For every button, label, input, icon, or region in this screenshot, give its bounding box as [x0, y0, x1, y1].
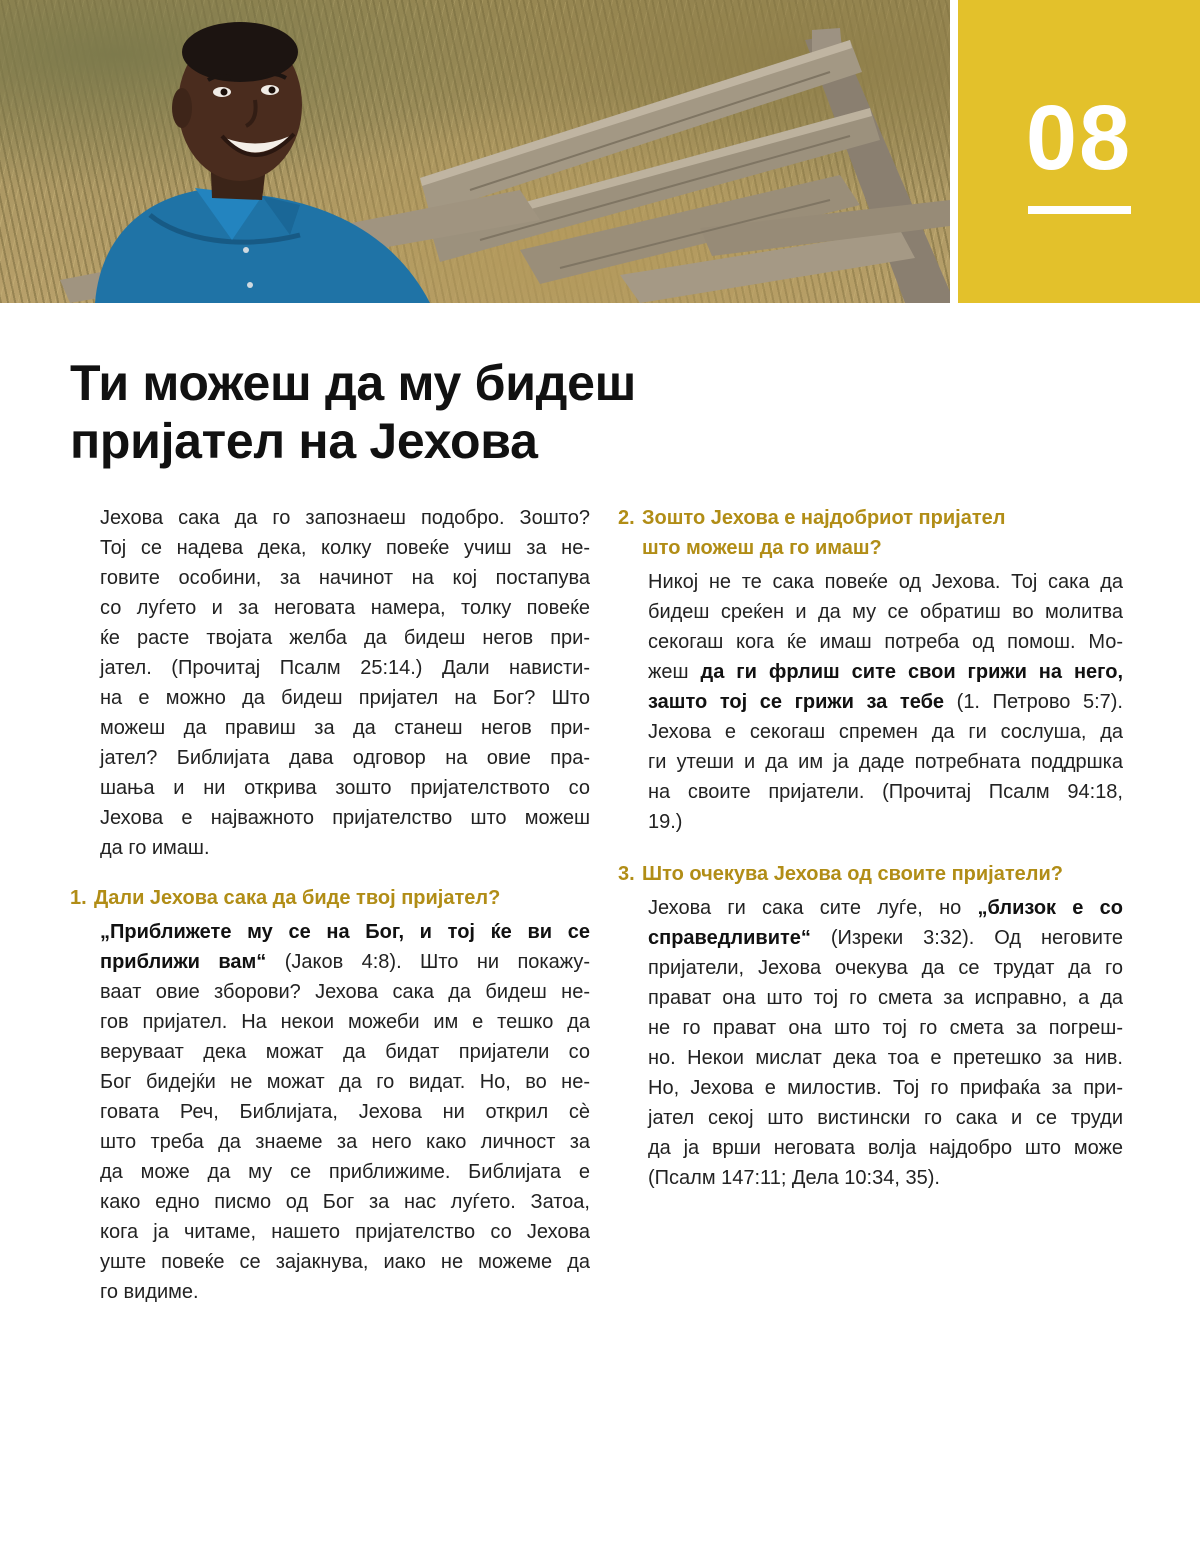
- intro-line: јател? Библијата дава одговор на овие пра-: [100, 747, 590, 769]
- intro-line: Јехова сака да го запознаеш подобро. Зошто?: [100, 507, 590, 529]
- answer-line: [648, 807, 1123, 837]
- body-text: да ја врши неговата волја најдобро што може: [648, 1137, 1123, 1159]
- body-text: ги утеши и да им ја даде потребната поддршка: [648, 751, 1123, 773]
- answer-line: [100, 917, 590, 947]
- question-number: 2.: [618, 507, 635, 529]
- body-text: (Изреки 3:32). Од неговите: [810, 927, 1123, 949]
- intro-line: со луѓето и за неговата намера, толку повеќе: [100, 597, 590, 619]
- intro-line: можеш да правиш за да станеш негов при-: [100, 717, 590, 739]
- body-text: прават она што тој го смета за исправно, а да: [648, 987, 1123, 1009]
- body-text: говата Реч, Библијата, Јехова ни открил сѐ: [100, 1101, 590, 1123]
- body-text: 19.): [648, 811, 683, 833]
- page-title-line-1: Ти можеш да му бидеш: [70, 355, 636, 411]
- emphasis-text: справедливите“: [648, 927, 811, 949]
- answer-line: [648, 1103, 1123, 1133]
- chapter-number-block: [958, 0, 1200, 303]
- answer-line: [100, 1127, 590, 1157]
- section-answer: [618, 893, 1123, 1193]
- body-text: (Јаков 4:8). Што ни покажу-: [266, 951, 590, 973]
- section-question: [618, 503, 1123, 563]
- question-text: Зошто Јехова е најдобриот пријател: [642, 507, 1006, 529]
- section-answer: [618, 567, 1123, 837]
- answer-line: [648, 687, 1123, 717]
- body-text: го видиме.: [100, 1281, 199, 1303]
- body-text: уште повеќе се зајакнува, иако не можеме да: [100, 1251, 590, 1273]
- body-text: Јехова ги сака сите луѓе, но: [648, 897, 978, 919]
- body-text: гов пријател. На некои можеби им е тешко да: [100, 1011, 590, 1033]
- answer-line: [100, 1007, 590, 1037]
- body-text: жеш: [648, 661, 701, 683]
- emphasis-text: „близок е со: [977, 897, 1123, 919]
- question-number: 3.: [618, 863, 635, 885]
- answer-line: [648, 1043, 1123, 1073]
- body-text: како едно писмо од Бог за нас луѓето. Затоа,: [100, 1191, 590, 1213]
- page-title-line-2: пријател на Јехова: [70, 413, 538, 469]
- answer-line: [100, 1217, 590, 1247]
- body-text: Јехова е секогаш спремен да ги сослуша, да: [648, 721, 1123, 743]
- page-title: [70, 354, 830, 470]
- header-photo: [0, 0, 950, 303]
- intro-line: јател. (Прочитај Псалм 25:14.) Дали нависти-: [100, 657, 590, 679]
- chapter-number: 08: [1025, 87, 1133, 189]
- body-text: ваат овие зборови? Јехова сака да бидеш не-: [100, 981, 590, 1003]
- answer-line: [100, 1037, 590, 1067]
- emphasis-text: приближи вам“: [100, 951, 267, 973]
- section-2: [618, 503, 1123, 837]
- section-question: [70, 883, 590, 913]
- answer-line: [648, 717, 1123, 747]
- question-text: Што очекува Јехова од своите пријатели?: [642, 863, 1063, 885]
- answer-line: [100, 947, 590, 977]
- body-text: на своите пријатели. (Прочитај Псалм 94:18,: [648, 781, 1123, 803]
- answer-line: [648, 1133, 1123, 1163]
- intro-paragraph: [70, 503, 590, 863]
- intro-line: Јехова е најважното пријателство што можеш: [100, 807, 590, 829]
- answer-line: [648, 1073, 1123, 1103]
- body-text: Никој не те сака повеќе од Јехова. Тој сака да: [648, 571, 1123, 593]
- man-on-bench-illustration: [0, 0, 950, 303]
- man-figure: [95, 22, 430, 303]
- body-text: Но, Јехова е милостив. Тој го прифаќа за при-: [648, 1077, 1123, 1099]
- question-text: Дали Јехова сака да биде твој пријател?: [94, 887, 501, 909]
- answer-line: [648, 657, 1123, 687]
- answer-line: [648, 1163, 1123, 1193]
- answer-line: [100, 1277, 590, 1307]
- intro-line: да го имаш.: [100, 837, 210, 859]
- answer-line: [648, 627, 1123, 657]
- body-text: не го прават она што тој го смета за погреш-: [648, 1017, 1123, 1039]
- question-number: 1.: [70, 887, 87, 909]
- answer-line: [648, 567, 1123, 597]
- section-answer: [70, 917, 590, 1307]
- answer-line: [648, 597, 1123, 627]
- body-text: бидеш среќен и да му се обратиш во молитва: [648, 601, 1123, 623]
- answer-line: [100, 1187, 590, 1217]
- intro-line: ќе расте твојата желба да бидеш негов при-: [100, 627, 590, 649]
- chapter-number-underline: [1028, 206, 1131, 214]
- right-column: [618, 503, 1123, 1193]
- answer-line: [648, 893, 1123, 923]
- body-text: кога ја читаме, нашето пријателство со Јехова: [100, 1221, 590, 1243]
- body-text: јател секој што вистински го сака и се труди: [648, 1107, 1123, 1129]
- answer-line: [648, 953, 1123, 983]
- answer-line: [100, 1157, 590, 1187]
- emphasis-text: „Приближете му се на Бог, и тој ќе ви се: [100, 921, 590, 943]
- answer-line: [100, 1097, 590, 1127]
- question-text: што можеш да го имаш?: [642, 537, 882, 559]
- emphasis-text: зашто тој се грижи за тебе: [648, 691, 945, 713]
- body-text: веруваат дека можат да бидат пријатели со: [100, 1041, 590, 1063]
- body-text: да може да му се приближиме. Библијата е: [100, 1161, 590, 1183]
- body-text: но. Некои мислат дека тоа е претешко за нив.: [648, 1047, 1123, 1069]
- answer-line: [100, 977, 590, 1007]
- answer-line: [648, 923, 1123, 953]
- body-text: (1. Петрово 5:7).: [944, 691, 1123, 713]
- emphasis-text: да ги фрлиш сите свои грижи на него,: [700, 661, 1123, 683]
- answer-line: [648, 747, 1123, 777]
- body-text: што треба да знаеме за него како личност за: [100, 1131, 590, 1153]
- body-text: Бог бидејќи не можат да го видат. Но, во не-: [100, 1071, 590, 1093]
- intro-line: Тој се надева дека, колку повеќе учиш за не-: [100, 537, 590, 559]
- section-question: [618, 859, 1123, 889]
- left-column: [70, 503, 590, 1307]
- section-3: [618, 859, 1123, 1193]
- intro-line: говите особини, за начинот на кој постапува: [100, 567, 590, 589]
- intro-line: на е можно да бидеш пријател на Бог? Што: [100, 687, 590, 709]
- body-text: секогаш кога ќе имаш потреба од помош. Мо-: [648, 631, 1123, 653]
- answer-line: [648, 777, 1123, 807]
- section-1: [70, 883, 590, 1307]
- answer-line: [100, 1247, 590, 1277]
- intro-line: шања и ни открива зошто пријателството со: [100, 777, 590, 799]
- answer-line: [648, 983, 1123, 1013]
- body-text: (Псалм 147:11; Дела 10:34, 35).: [648, 1167, 940, 1189]
- answer-line: [648, 1013, 1123, 1043]
- body-text: пријатели, Јехова очекува да се трудат да го: [648, 957, 1123, 979]
- answer-line: [100, 1067, 590, 1097]
